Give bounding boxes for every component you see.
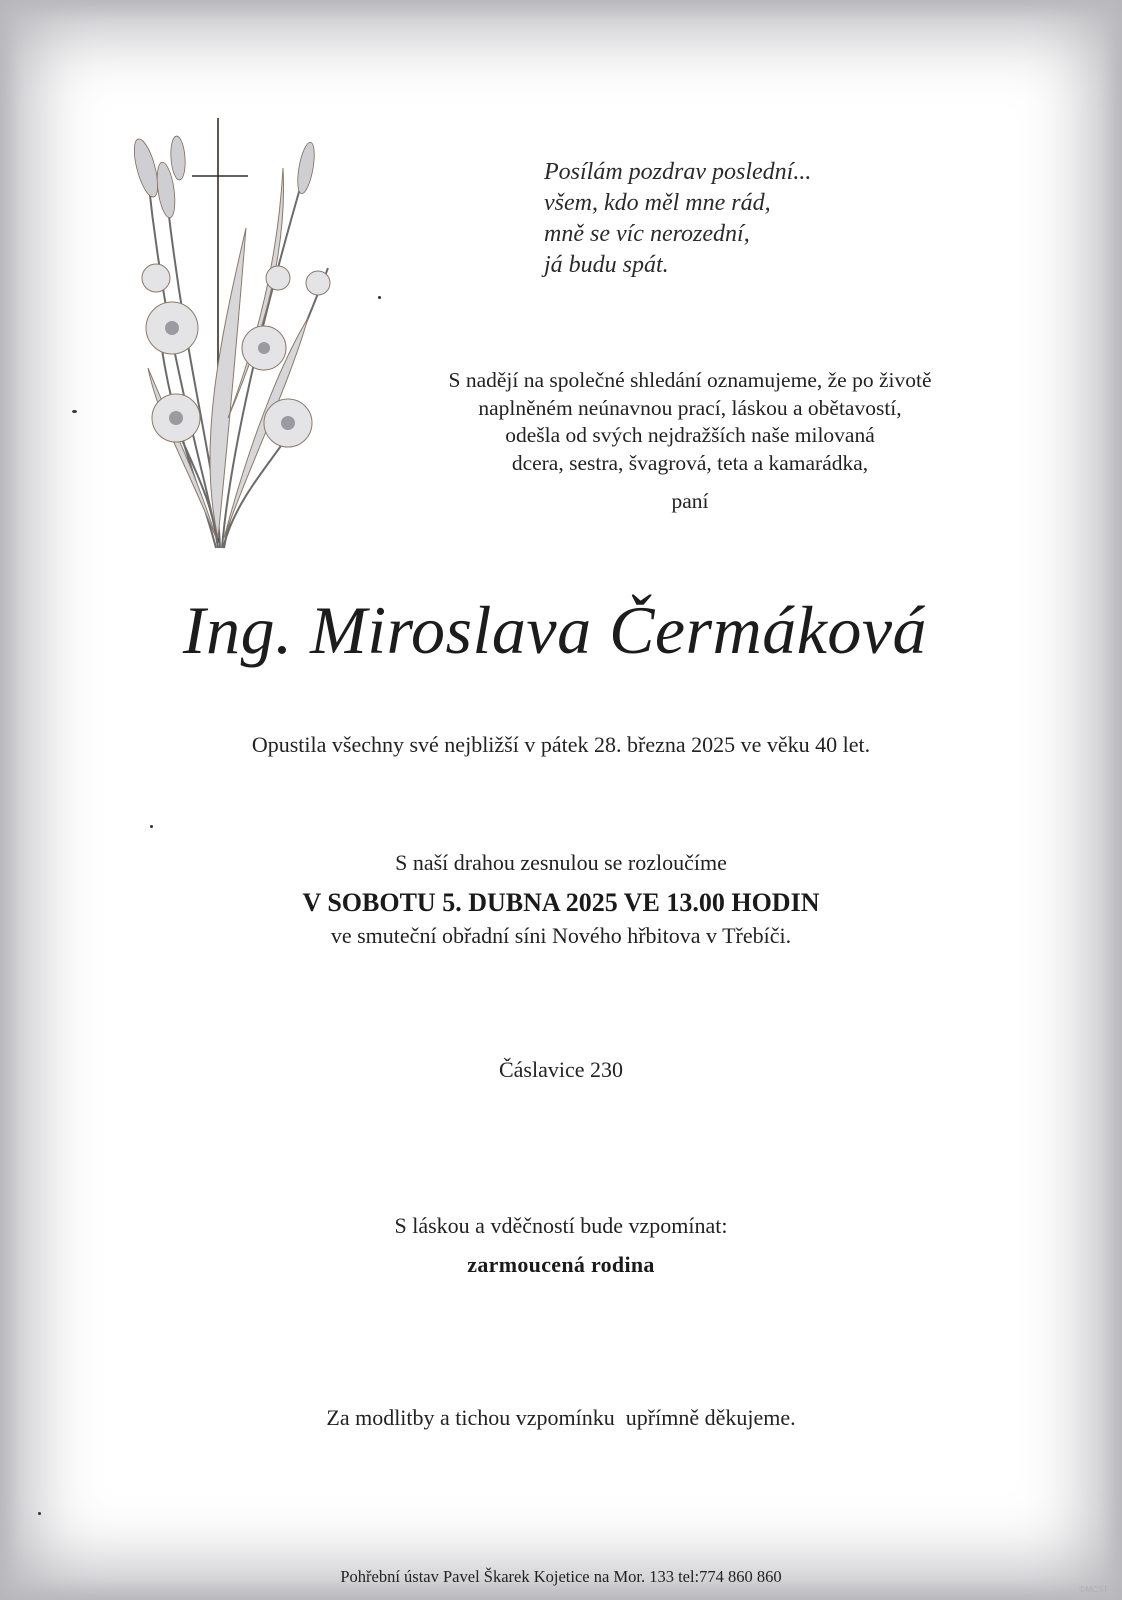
- scan-speck: [38, 1512, 41, 1515]
- cross-and-flowers-icon: [128, 118, 348, 568]
- farewell-place: ve smuteční obřadní síni Nového hřbitova v Třebíči.: [330, 923, 792, 948]
- poem: [544, 157, 811, 281]
- credit-mark: ©MCST: [1079, 1585, 1108, 1594]
- honorific: paní: [671, 489, 709, 513]
- poem-line: já budu spát.: [544, 252, 669, 278]
- scan-speck: [378, 296, 381, 299]
- deceased-name: [0, 590, 1122, 670]
- remembrance-intro: S láskou a vděčností bude vzpomínat:: [394, 1213, 728, 1238]
- announcement-line: naplněném neúnavnou prací, láskou a obětavostí,: [478, 395, 902, 420]
- farewell-intro: S naší drahou zesnulou se rozloučíme: [395, 850, 727, 875]
- scan-speck: [150, 825, 153, 828]
- thanks: Za modlitby a tichou vzpomínku upřímně děkujeme.: [326, 1405, 796, 1430]
- announcement-line: S nadějí na společné shledání oznamujeme, že po životě: [448, 368, 932, 392]
- poem-line: Posílám pozdrav poslední...: [544, 159, 812, 185]
- family-signature: zarmoucená rodina: [467, 1252, 655, 1277]
- deceased-name-text: Ing. Miroslava Čermáková: [182, 592, 928, 668]
- announcement-line: dcera, sestra, švagrová, teta a kamarádka,: [511, 450, 869, 475]
- farewell-datetime: V SOBOTU 5. DUBNA 2025 VE 13.00 HODIN: [302, 888, 820, 917]
- announcement-line: odešla od svých nejdražších naše milovaná: [505, 423, 875, 447]
- poem-line: všem, kdo měl mne rád,: [544, 190, 771, 216]
- announcement: [390, 367, 990, 477]
- funeral-home-footer: Pohřební ústav Pavel Škarek Kojetice na Mor. 133 tel:774 860 860: [340, 1567, 782, 1586]
- poem-line: mně se víc nerozední,: [544, 221, 750, 247]
- death-notice: Opustila všechny své nejbližší v pátek 28. března 2025 ve věku 40 let.: [251, 732, 871, 757]
- address: Čáslavice 230: [498, 1057, 624, 1082]
- scan-speck: [72, 410, 77, 413]
